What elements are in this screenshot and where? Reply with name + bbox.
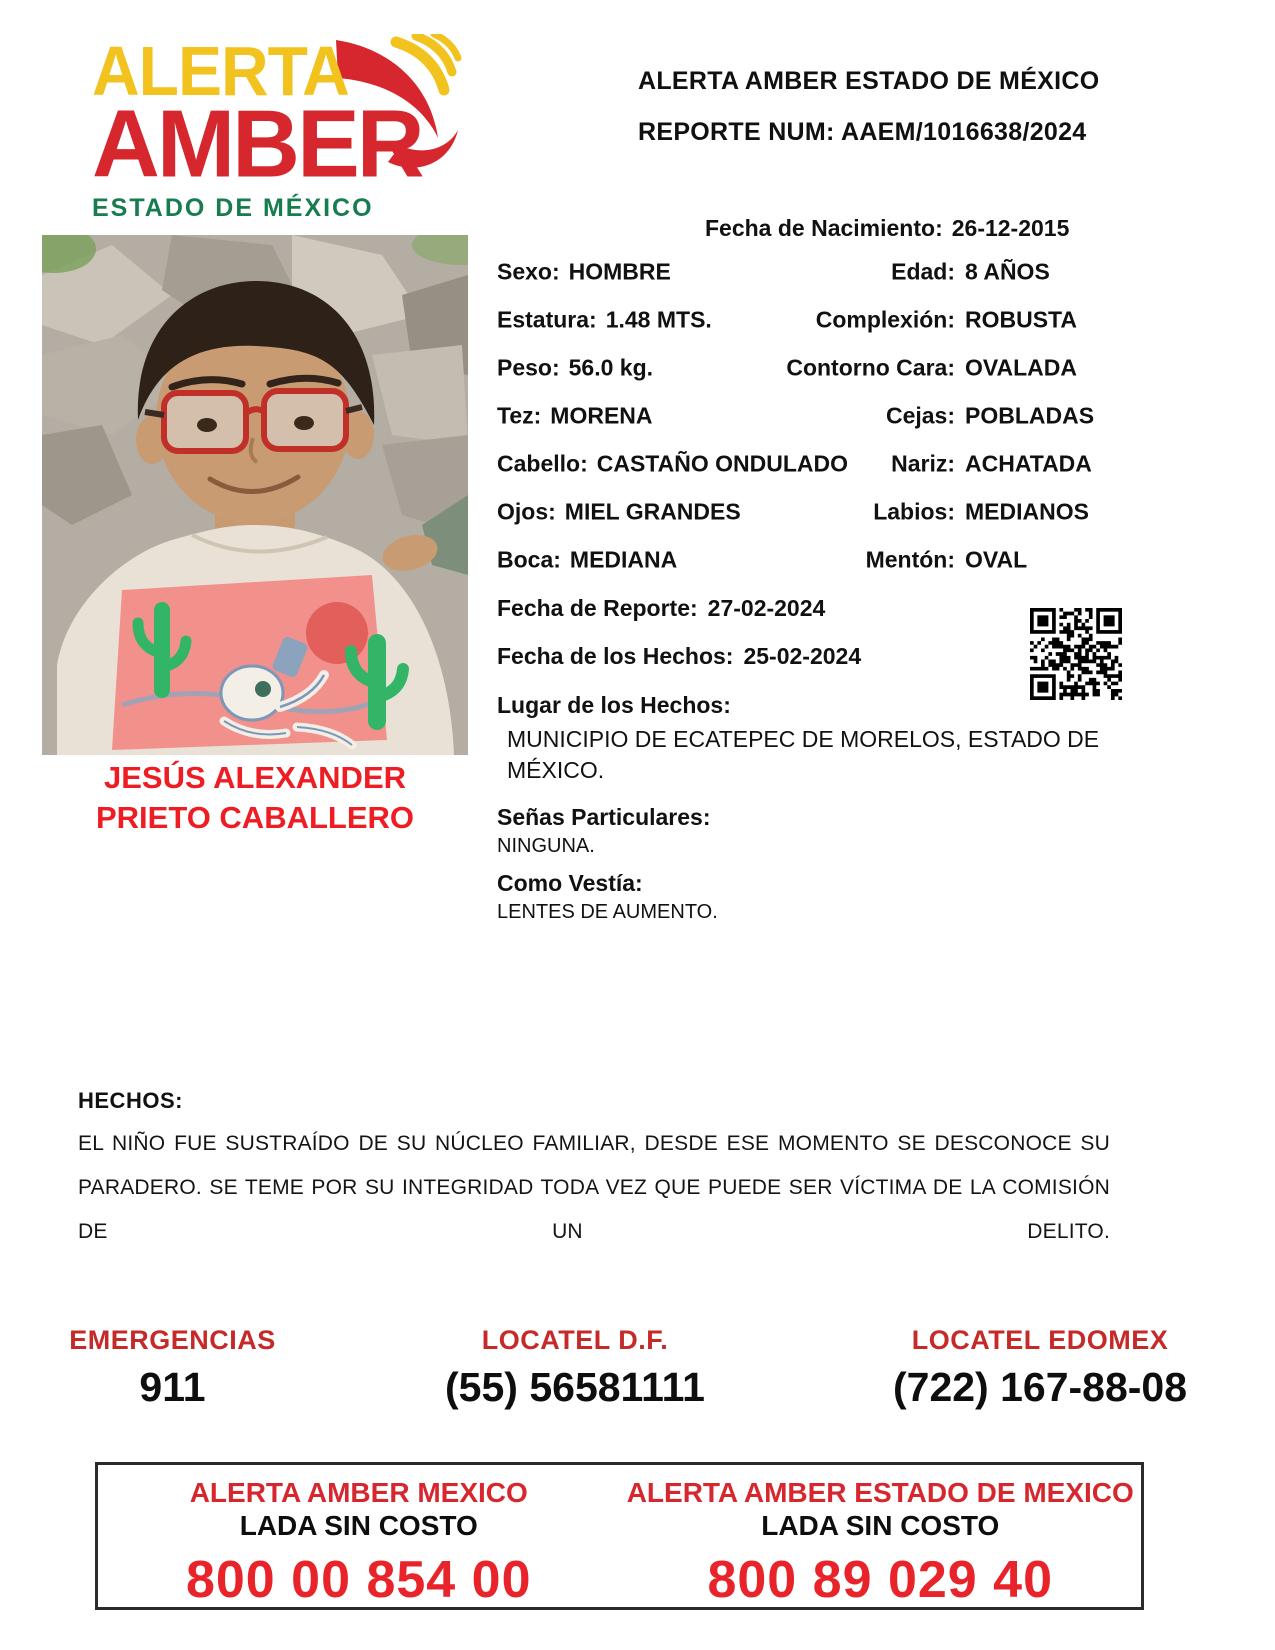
hotline-edomex	[620, 1465, 1142, 1607]
field-place-label: Lugar de los Hechos:	[497, 691, 731, 718]
field-label: Boca:	[497, 546, 561, 573]
field-label: Complexión:	[815, 306, 955, 333]
subject-name	[42, 758, 468, 838]
field-label: Fecha de los Hechos:	[497, 642, 734, 669]
hotline-number: 800 89 029 40	[707, 1551, 1054, 1609]
logo-word-alerta: ALERTA	[92, 31, 349, 110]
field-row-hair-nose	[497, 440, 1165, 488]
field-value: OVALADA	[965, 354, 1078, 381]
field-value: MEDIANOS	[965, 498, 1089, 525]
subject-photo	[42, 235, 468, 755]
contact-label: EMERGENCIAS	[69, 1325, 276, 1355]
hechos-text: EL NIÑO FUE SUSTRAÍDO DE SU NÚCLEO FAMILIAR, DESDE ESE MOMENTO SE DESCONOCE SU PARADERO. SE TEME POR SU INTEGRIDAD TODA VEZ QUE PUEDE SER VÍCTIMA DE LA COMISIÓN DE UN DELITO.	[78, 1132, 1110, 1243]
report-number: REPORTE NUM: AAEM/1016638/2024	[638, 118, 1087, 146]
field-row-height-build	[497, 296, 1165, 344]
field-label: Cejas:	[885, 402, 955, 429]
field-label: Sexo:	[497, 258, 560, 285]
field-label: Peso:	[497, 354, 560, 381]
field-value: 25-02-2024	[743, 642, 862, 669]
field-label: Fecha de Nacimiento:	[705, 214, 943, 241]
field-value: OVAL	[965, 546, 1028, 573]
field-clothing-label: Como Vestía:	[497, 869, 643, 896]
field-label: Tez:	[497, 402, 542, 429]
field-value: ACHATADA	[965, 450, 1092, 477]
hotline-title: ALERTA AMBER MEXICO	[189, 1477, 528, 1508]
logo-region-text: ESTADO DE MÉXICO	[92, 194, 374, 222]
field-label: Ojos:	[497, 498, 556, 525]
field-label: Fecha de Reporte:	[497, 594, 698, 621]
contact-label: LOCATEL EDOMEX	[911, 1325, 1169, 1355]
field-row-sex-age	[497, 248, 1165, 296]
contact-locatel-df	[345, 1325, 805, 1411]
field-value: MORENA	[550, 402, 653, 429]
report-title-block	[638, 56, 1099, 158]
field-label: Mentón:	[865, 546, 955, 573]
subject-name-line2: PRIETO CABALLERO	[95, 800, 415, 835]
field-label: Estatura:	[497, 306, 597, 333]
field-row-eyes-lips	[497, 488, 1165, 536]
field-value: 56.0 kg.	[568, 354, 654, 381]
emergency-contacts	[0, 1325, 1275, 1411]
hotline-subtitle: LADA SIN COSTO	[761, 1510, 1000, 1541]
contact-locatel-edomex	[805, 1325, 1275, 1411]
report-title: ALERTA AMBER ESTADO DE MÉXICO	[638, 67, 1100, 95]
hotline-number: 800 00 854 00	[185, 1551, 532, 1609]
qr-code	[1030, 608, 1122, 700]
contact-number: (55) 56581111	[445, 1364, 705, 1410]
field-row-weight-face	[497, 344, 1165, 392]
field-clothing-value: LENTES DE AUMENTO.	[497, 901, 718, 923]
hechos-section	[78, 1088, 1110, 1254]
field-label: Nariz:	[891, 450, 955, 477]
field-marks-value: NINGUNA.	[497, 835, 595, 857]
contact-label: LOCATEL D.F.	[481, 1325, 669, 1355]
field-value: MEDIANA	[569, 546, 678, 573]
field-value: CASTAÑO ONDULADO	[596, 450, 849, 477]
field-value: 26-12-2015	[951, 214, 1070, 241]
field-value: 27-02-2024	[707, 594, 826, 621]
field-label: Edad:	[891, 258, 955, 285]
alerta-amber-logo	[92, 31, 492, 222]
hechos-heading: HECHOS:	[78, 1088, 183, 1113]
logo-word-amber: AMBER	[92, 89, 422, 197]
field-value: HOMBRE	[568, 258, 671, 285]
field-value: MIEL GRANDES	[564, 498, 741, 525]
field-marks-label: Señas Particulares:	[497, 803, 711, 830]
field-label: Cabello:	[497, 450, 588, 477]
field-value: POBLADAS	[965, 402, 1095, 429]
field-row-skin-brows	[497, 392, 1165, 440]
subject-details	[497, 208, 1165, 924]
contact-emergencias	[0, 1325, 345, 1411]
field-label: Contorno Cara:	[786, 354, 955, 381]
hotline-subtitle: LADA SIN COSTO	[239, 1510, 478, 1541]
field-place-value: MUNICIPIO DE ECATEPEC DE MORELOS, ESTADO DE MÉXICO.	[507, 726, 1100, 783]
hotline-mexico	[98, 1465, 620, 1607]
field-birth-date	[497, 208, 1165, 248]
contact-number: (722) 167-88-08	[892, 1364, 1188, 1410]
hotline-title: ALERTA AMBER ESTADO DE MEXICO	[626, 1477, 1134, 1508]
field-row-mouth-chin	[497, 536, 1165, 584]
contact-number: 911	[139, 1364, 206, 1410]
field-value: ROBUSTA	[965, 306, 1078, 333]
field-value: 1.48 MTS.	[605, 306, 712, 333]
field-value: 8 AÑOS	[965, 258, 1050, 285]
field-label: Labios:	[873, 498, 955, 525]
subject-name-line1: JESÚS ALEXANDER	[103, 760, 407, 795]
hotline-box	[95, 1462, 1144, 1610]
